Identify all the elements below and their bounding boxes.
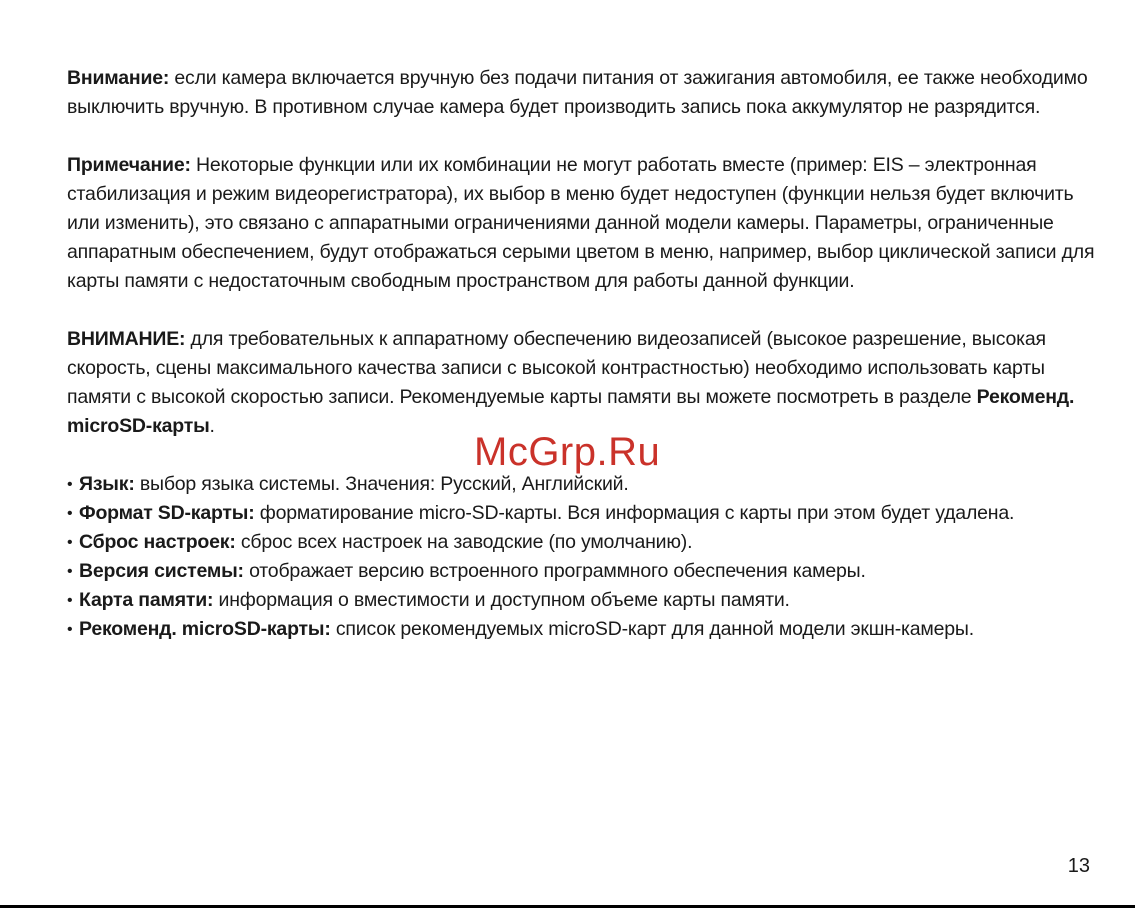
warning-label: Внимание: (67, 67, 170, 89)
watermark: McGrp.Ru (474, 430, 661, 474)
note-label: Примечание: (67, 154, 191, 176)
setting-label: Язык: (79, 473, 135, 495)
setting-memory-card (67, 586, 1107, 615)
document-body (67, 64, 1107, 644)
setting-format-sd (67, 499, 1107, 528)
setting-description: сброс всех настроек на заводские (по умолчанию). (235, 531, 693, 553)
setting-language (67, 470, 1107, 499)
warning-paragraph (67, 64, 1107, 122)
setting-label: Рекоменд. microSD-карты: (79, 618, 331, 640)
setting-recommended-cards (67, 615, 1107, 644)
note-text: Некоторые функции или их комбинации не могут работать вместе (пример: EIS – электронная стабилизация и режим видеорегистратора), их выбор в меню будет недоступен (функции нельзя будет включить или изменить), это связано с аппаратными ограничениями данной модели камеры. Параметры, ограниченные аппаратным обеспечением, будут отображаться серыми цветом в меню, например, выбор циклической записи для карты памяти с недостаточным свободным пространством для работы данной функции. (67, 154, 1095, 292)
attention-end: . (209, 415, 215, 437)
setting-description: форматирование micro-SD-карты. Вся информация с карты при этом будет удалена. (254, 502, 1015, 524)
setting-description: информация о вместимости и доступном объеме карты памяти. (213, 589, 790, 611)
setting-label: Версия системы: (79, 560, 244, 582)
setting-reset (67, 528, 1107, 557)
attention-paragraph (67, 325, 1107, 441)
page-number: 13 (1067, 855, 1090, 877)
note-paragraph (67, 151, 1107, 296)
attention-label: ВНИМАНИЕ: (67, 328, 186, 350)
setting-label: Формат SD-карты: (79, 502, 255, 524)
setting-system-version (67, 557, 1107, 586)
warning-text: если камера включается вручную без подачи питания от зажигания автомобиля, ее также необходимо выключить вручную. В противном случае камера будет производить запись пока аккумулятор не разрядится. (67, 67, 1088, 118)
recommended-cards-reference: Рекоменд. microSD-карты (67, 386, 1075, 437)
attention-text: для требовательных к аппаратному обеспечению видеозаписей (высокое разрешение, высокая скорость, сцены максимального качества записи с высокой контрастностью) необходимо использовать карты памяти с высокой скоростью записи. Рекомендуемые карты памяти вы можете посмотреть в разделе (67, 328, 1046, 408)
settings-list (67, 470, 1107, 644)
setting-label: Сброс настроек: (79, 531, 236, 553)
setting-description: выбор языка системы. Значения: Русский, Английский. (134, 473, 629, 495)
setting-label: Карта памяти: (79, 589, 214, 611)
setting-description: список рекомендуемых microSD-карт для данной модели экшн-камеры. (330, 618, 974, 640)
setting-description: отображает версию встроенного программного обеспечения камеры. (243, 560, 866, 582)
